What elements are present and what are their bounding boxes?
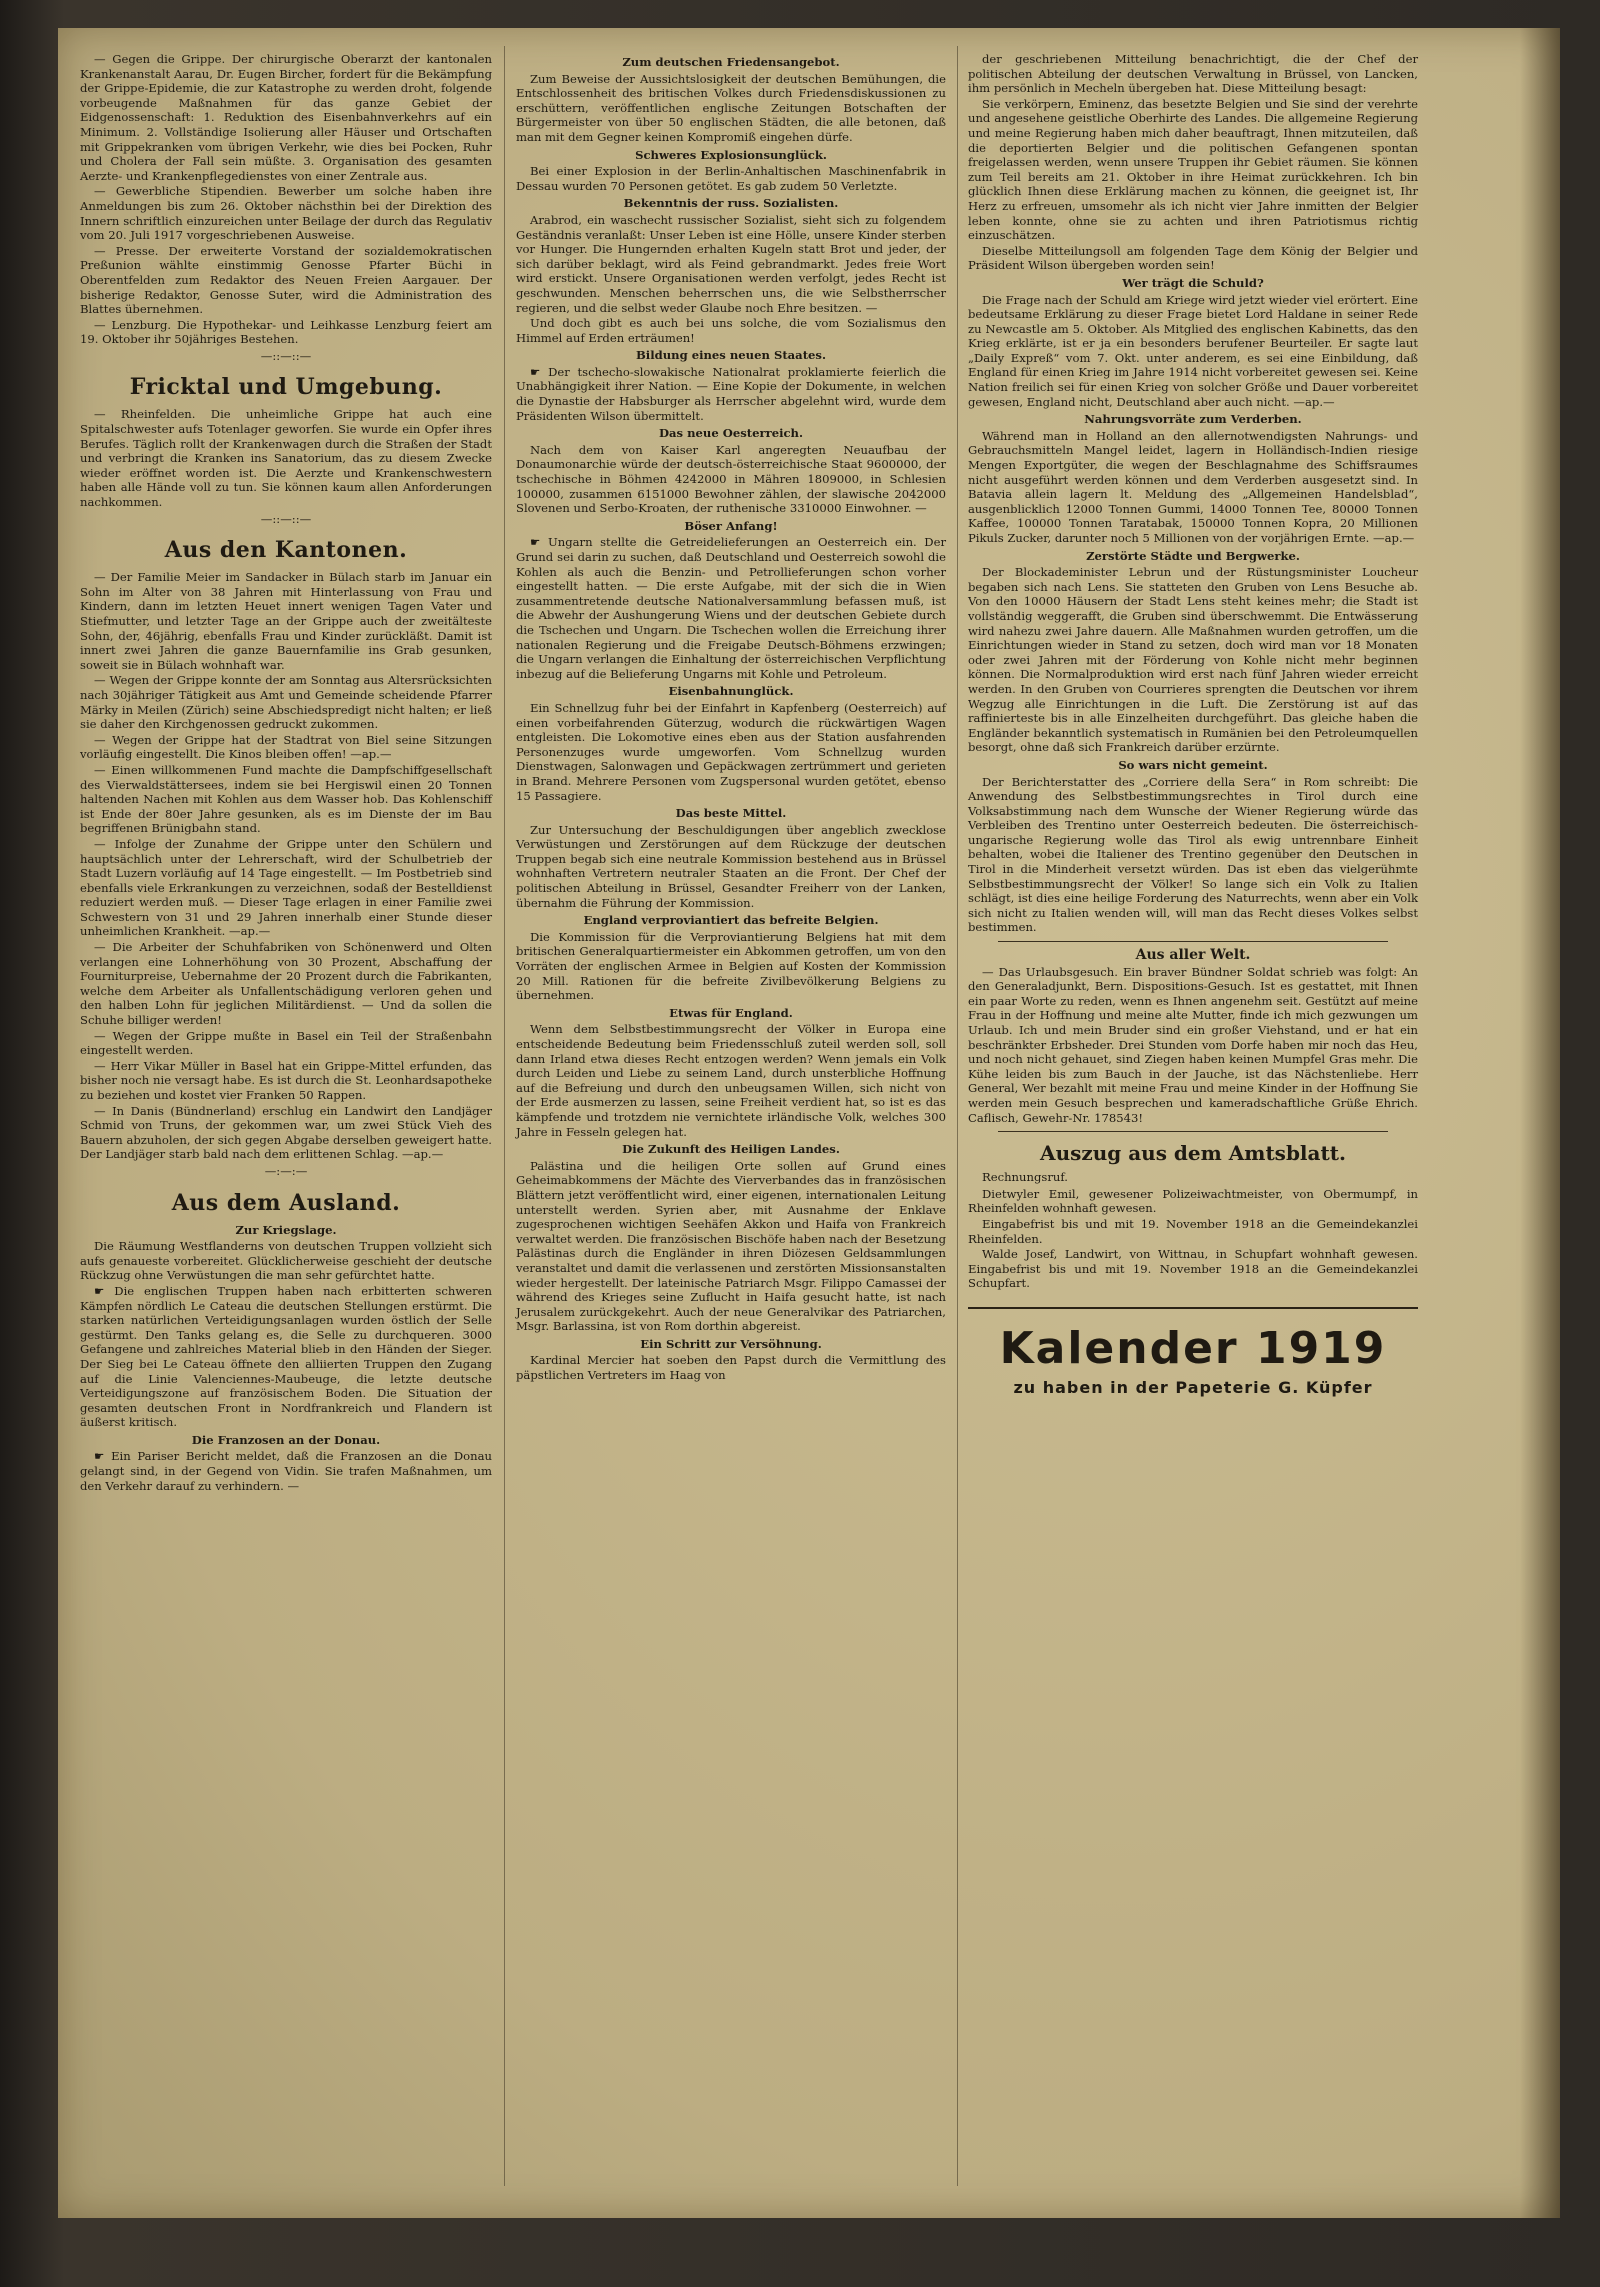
divider (998, 1131, 1388, 1132)
subheading-friedensangebot: Zum deutschen Friedensangebot. (622, 55, 840, 69)
column-right (968, 52, 1418, 2177)
article-eminenz: Sie verkörpern, Eminenz, das besetzte Belgien und Sie sind der verehrte und angesehene geistliche Oberhirte des Landes. Die allgemeine Regierung und meine Regierung haben mich daher beauftragt, Ihnen mitzuteilen, daß die deportierten Belgier und die politischen Gefangenen spontan freigelassen werden, wenn unsere Truppen ihr Gebiet räumen. Sie können zum Teil bereits am 21. Oktober in ihre Heimat zurückkehren. Ich bin glücklich Ihnen diese Erklärung machen zu können, die geeignet ist, Ihr Herz zu erfreuen, umsomehr als ich nicht vier Jahre inmitten der Belgier leben konnte, ohne sie zu achten und ihren Patriotismus richtig einzuschätzen. (968, 96, 1418, 243)
separator: —::—::— (260, 348, 312, 363)
article-england: Wenn dem Selbstbestimmungsrecht der Völker in Europa eine entscheidende Bedeutung beim Friedensschluß zuteil werden soll, soll dann Irland etwa dieses Recht entzogen werden? Wenn jemals ein Volk durch Leiden und Liebe zu seinem Land, durch unsterbliche Hoffnung auf die Befreiung und durch den unbeugsamen Willen, sich nicht von der Erde ausmerzen zu lassen, seine Freiheit verdient hat, so ist es das kämpfende und trotzdem nie vernichtete irländische Volk, welches 300 Jahre in Fesseln gelegen hat. (516, 1022, 946, 1139)
article-donau: ☛ Ein Pariser Bericht meldet, daß die Franzosen an die Donau gelangt sind, in der Gegend von Vidin. Sie trafen Maßnahmen, um den Verkehr darauf zu verhindern. — (80, 1449, 492, 1493)
notice-eingabefrist: Eingabefrist bis und mit 19. November 1918 an die Gemeindekanzlei Rheinfelden. (968, 1216, 1418, 1246)
separator: —:—:— (264, 1163, 308, 1178)
subheading-nicht-gemeint: So wars nicht gemeint. (1118, 757, 1268, 772)
article-belgien: Die Kommission für die Verproviantierung Belgiens hat mit dem britischen Generalquartiermeister ein Abkommen getroffen, um von den Vorräten der englischen Armee in Belgien auf Kosten der Kommission 20 Mill. Rationen für die befreite Zivilbevölkerung Belgiens zu übernehmen. (516, 929, 946, 1003)
subheading-heiliges-land: Die Zukunft des Heiligen Landes. (622, 1142, 840, 1157)
column-rule (504, 46, 505, 2186)
subheading-belgien: England verproviantiert das befreite Belgien. (583, 913, 879, 928)
article-presse: — Presse. Der erweiterte Vorstand der sozialdemokratischen Preßunion wählte einstimmig Genosse Pfarter Büchi in Oberentfelden zum Redaktor des Neuen Freien Aargauer. Der bisherige Redaktor, Genosse Suter, wird die Administration des Blattes übernehmen. (80, 243, 492, 317)
subheading-donau: Die Franzosen an der Donau. (191, 1432, 381, 1447)
advertisement-title: Kalender 1919 (999, 1322, 1387, 1374)
notice-dietwyler: Dietwyler Emil, gewesener Polizeiwachtmeister, von Obermumpf, in Rheinfelden wohnhaft gewesen. (968, 1186, 1418, 1216)
article-luzern: — Infolge der Zunahme der Grippe unter den Schülern und hauptsächlich unter der Lehrerschaft, wird der Schulbetrieb der Stadt Luzern vorläufig auf 14 Tage eingestellt. — Im Postbetrieb sind ebenfalls viele Erkrankungen zu verzeichnen, sodaß der Bestelldienst reduziert werden muß. — Dieser Tage erlagen in einer Familie zwei Schwestern von 31 und 29 Jahren innerhalb einer Stunde dieser unheimlichen Krankheit. —ap.— (80, 836, 492, 939)
article-eisenbahn: Ein Schnellzug fuhr bei der Einfahrt in Kapfenberg (Oesterreich) auf einen vorbeifahrenden Güterzug, wodurch die rückwärtigen Wagen entgleisten. Die Lokomotive eines eben aus der Station ausfahrenden Personenzuges wurde umgeworfen. Vom Schnellzug wurden Dienstwagen, Salonwagen und Gepäckwagen zertrümmert und gerieten in Brand. Mehrere Personen vom Zugspersonal wurden getötet, ebenso 15 Passagiere. (516, 700, 946, 803)
column-middle (516, 52, 946, 2177)
column-left (80, 52, 492, 2177)
article-danis: — In Danis (Bündnerland) erschlug ein Landwirt den Landjäger Schmid von Truns, der gekommen war, um zwei Stück Vieh des Bauern abzuholen, der sich gegen Abgabe derselben geweigert hatte. Der Landjäger starb bald nach dem erlittenen Schlag. —ap.— (80, 1103, 492, 1162)
article-nahrungsvorraete: Während man in Holland an den allernotwendigsten Nahrungs- und Gebrauchsmitteln Mangel leidet, lagern in Holländisch-Indien riesige Mengen Exportgüter, die wegen der Beschlagnahme des Schiffsraumes nicht ausgeführt werden können und dem Verderben ausgesetzt sind. In Batavia allein lagern lt. Meldung des „Allgemeinen Handelsblad“, ausgenblicklich 12000 Tonnen Gummi, 14000 Tonnen Tee, 80000 Tonnen Kaffee, 100000 Tonnen Taratabak, 150000 Tonnen Kopra, 20 Millionen Pikuls Zucker, darunter noch 5 Millionen von der vorjährigen Ernte. —ap.— (968, 428, 1418, 545)
advertisement-kalender (968, 1307, 1418, 1396)
article-mitteilung: der geschriebenen Mitteilung benachrichtigt, die der Chef der politischen Abteilung der deutschen Verwaltung in Brüssel, von Lancken, ihm persönlich in Mecheln übergeben hat. Diese Mitteilung besagt: (968, 52, 1418, 96)
article-sozialisten: Arabrod, ein waschecht russischer Sozialist, sieht sich zu folgendem Geständnis veranlaßt: Unser Leben ist eine Hölle, unsere Kinder sterben vor Hunger. Die Hungernden erhalten Kugeln statt Brot und jeder, der sich darüber beklagt, wird als Feind gebrandmarkt. Jedes freie Wort wird erstickt. Unsere Organisationen werden verfolgt, jedes Recht ist geschwunden. Menschen beherrschen uns, die wie Selbstherrscher regieren, und die selbst weder Glaube noch Ehre besitzen. — (516, 212, 946, 315)
article-heiliges-land: Palästina und die heiligen Orte sollen auf Grund eines Geheimabkommens der Mächte des Vierverbandes das in französischen Blättern jetzt veröffentlicht wird, einer eigenen, internationalen Leitung unterstellt werden. Syrien aber, mit Ausnahme der Enklave zugesprochenen wichtigen Seehäfen Akkon und Haifa von Frankreich verwaltet werden. Die französischen Bischöfe haben nach der Besetzung Palästinas durch die Engländer in ihren Diözesen Geldsammlungen veranstaltet und damit die verlassenen und zerstörten Missionsanstalten wieder hergestellt. Der lateinische Patriarch Msgr. Filippo Camassei der während des Krieges seine Zuflucht in Haifa gesucht hatte, ist nach Jerusalem zurückgekehrt. Auch der neue Generalvikar des Patriarchen, Msgr. Barlassina, ist von Rom dorthin abgereist. (516, 1158, 946, 1334)
article-schuhfabriken: — Die Arbeiter der Schuhfabriken von Schönenwerd und Olten verlangen eine Lohnerhöhung von 30 Prozent, Abschaffung der Fourniturpreise, Uebernahme der 20 Prozent durch die Fabrikanten, welche dem Arbeiter als Unfallentschädigung verloren gehen und den halben Lohn für jeglichen Militärdienst. — Und da sollen die Schuhe billiger werden! (80, 940, 492, 1028)
section-heading-amtsblatt: Auszug aus dem Amtsblatt. (1040, 1141, 1346, 1166)
article-boeser-anfang: ☛ Ungarn stellte die Getreidelieferungen an Oesterreich ein. Der Grund sei darin zu suchen, daß Deutschland und Oesterreich sowohl die Kohlen als auch die Benzin- und Petrollieferungen schon vorher eingestellt hatten. — Die erste Aufgabe, mit der sich die in Wien zusammentretende deutsche Nationalversammlung befassen muß, ist die Abwehr der Aushungerung Wiens und der deutschen Gebiete durch die Tschechen und Ungarn. Die Tschechen wollen die Erreichung ihrer nationalen Regierung und die Freigabe Deutsch-Böhmens erzwingen; die Ungarn verlangen die Einhaltung der österreichischen Verpflichtung inbezug auf die Belieferung Ungarns mit Kohle und Petroleum. (516, 535, 946, 681)
divider (998, 941, 1388, 942)
article-oesterreich: Nach dem von Kaiser Karl angeregten Neuaufbau der Donaumonarchie würde der deutsch-österreichische Staat 9600000, der tschechische in Böhmen 4242000 in Mähren 1809000, in Schlesien 100000, zusammen 6151000 Bewohner zählen, der slawische 2042000 Slovenen und Serbo-Kroaten, der ruthenische 3310000 Einwohner. — (516, 442, 946, 516)
subheading-england: Etwas für England. (669, 1005, 793, 1020)
page-edge-shadow (1520, 28, 1560, 2218)
article-basel: — Wegen der Grippe mußte in Basel ein Teil der Straßenbahn eingestellt werden. (80, 1028, 492, 1058)
article-versoehnung: Kardinal Mercier hat soeben den Papst durch die Vermittlung des päpstlichen Vertreters im Haag von (516, 1353, 946, 1383)
subheading-bergwerke: Zerstörte Städte und Bergwerke. (1086, 548, 1300, 563)
article-stipendien: — Gewerbliche Stipendien. Bewerber um solche haben ihre Anmeldungen bis zum 26. Oktober nächsthin bei der Direktion des Innern schriftlich einzureichen unter Beilage der durch das Regulativ vom 20. Juli 1917 vorgeschriebenen Ausweise. (80, 184, 492, 243)
article-urlaubsgesuch: — Das Urlaubsgesuch. Ein braver Bündner Soldat schrieb was folgt: An den Generaladjunkt, Bern. Dispositions-Gesuch. Ist es gestattet, mit Ihnen ein paar Worte zu reden, wenn es Ihnen angenehm seit. Gestützt auf meine Frau in der Hoffnung und meine alte Mutter, finde ich mich gezwungen um Urlaub. Ich und mein Bruder sind ein großer Viehstand, und er hat ein beschränkter Erbsheder. Drei Stunden vom Dorfe haben mir noch das Heu, und noch nicht gehauet, sind Ziegen haben keinen Mumpfel Gras mehr. Die Kühe leiden bis zum Bauch in der Jauche, ist das Nächstenliebe. Herr General, Wer bezahlt mit meine Frau und meine Kinder in der Hoffnung Sie werden mein Gesuch besprechen und kameradschaftliche Grüße Ehrich. Caflisch, Gewehr-Nr. 178543! (968, 964, 1418, 1125)
subheading-nahrungsvorraete: Nahrungsvorräte zum Verderben. (1084, 412, 1302, 427)
subheading-rechnungsruf: Rechnungsruf. (982, 1170, 1068, 1185)
article-explosion: Bei einer Explosion in der Berlin-Anhaltischen Maschinenfabrik in Dessau wurden 70 Personen getötet. Es gab zudem 50 Verletzte. (516, 164, 946, 193)
article-vikar: — Herr Vikar Müller in Basel hat ein Grippe-Mittel erfunden, das bisher noch nie versagt habe. Es ist durch die St. Leonhardsapotheke zu beziehen und kostet vier Franken 50 Rappen. (80, 1058, 492, 1102)
article-sozialisten-2: Und doch gibt es auch bei uns solche, die vom Sozialismus den Himmel auf Erden erträumen! (516, 316, 946, 345)
article-mittel: Zur Untersuchung der Beschuldigungen über angeblich zwecklose Verwüstungen und Zerstörungen auf dem Rückzuge der deutschen Truppen begab sich eine neutrale Kommission bestehend aus in Brüssel wohnhaften Vertretern neutraler Staaten an die Front. Der Chef der politischen Abteilung in Brüssel, Gesandter Freiherr von der Lanken, übernahm die Führung der Kommission. (516, 822, 946, 910)
newspaper-page (58, 28, 1560, 2218)
article-mitteilung-2: Dieselbe Mitteilungsoll am folgenden Tage dem König der Belgier und Präsident Wilson übergeben worden sein! (968, 243, 1418, 273)
article-fund: — Einen willkommenen Fund machte die Dampfschiffgesellschaft des Vierwaldstättersees, indem sie bei Hergiswil einen 20 Tonnen haltenden Nachen mit Kohlen aus dem Wasser hob. Das Kohlenschiff ist Ende der 80er Jahre gesunken, als es im Dienste der im Bau begriffenen Brünigbahn stand. (80, 762, 492, 836)
article-friedensangebot: Zum Beweise der Aussichtslosigkeit der deutschen Bemühungen, die Entschlossenheit des britischen Volkes durch Friedensdiskussionen zu erschüttern, veröffentlichen englische Zeitungen Botschaften der Bürgermeister von über 50 englischen Städten, die alle betonen, daß man mit dem Gegner keinen Kompromiß eingehen dürfe. (516, 71, 946, 144)
article-neuer-staat: ☛ Der tschecho-slowakische Nationalrat proklamierte feierlich die Unabhängigkeit ihrer Nation. — Eine Kopie der Dokumente, in welchen die Dynastie der Habsburger als Herrscher abgelehnt wird, wurde dem Präsidenten Wilson übermittelt. (516, 364, 946, 423)
article-rheinfelden: — Rheinfelden. Die unheimliche Grippe hat auch eine Spitalschwester aufs Totenlager geworfen. Sie wurde ein Opfer ihres Berufes. Täglich rollt der Krankenwagen durch die Straßen der Stadt und verbringt die Kranken ins Sanatorium, das zu diesem Zwecke wieder eröffnet worden ist. Die Aerzte und Krankenschwestern haben alle Hände voll zu tun. Sie können kaum allen Anforderungen nachkommen. (80, 407, 492, 510)
article-meilen: — Wegen der Grippe konnte der am Sonntag aus Altersrücksichten nach 30jähriger Tätigkeit aus Amt und Gemeinde scheidende Pfarrer Märky in Meilen (Zürich) seine Abschiedspredigt nicht halten; er ließ sie daher den Kirchgenossen gedruckt zukommen. (80, 673, 492, 732)
article-schuld: Die Frage nach der Schuld am Kriege wird jetzt wieder viel erörtert. Eine bedeutsame Erklärung zu dieser Frage bietet Lord Haldane in seiner Rede zu Newcastle am 5. Oktober. Als Mitglied des englischen Kabinetts, das den Krieg erklärte, ist er ja ein besonders berufener Beurteiler. Er sagte laut „Daily Expreß“ vom 7. Okt. unter anderem, es sei eine Einbildung, daß England für einen Krieg im Jahre 1914 nicht vorbereitet gewesen sei. Keine Nation freilich sei für einen Krieg von solcher Größe und Dauer vorbereitet gewesen, England nicht, Deutschland aber auch nicht. —ap.— (968, 292, 1418, 409)
subheading-mittel: Das beste Mittel. (675, 806, 787, 821)
separator: —::—::— (260, 511, 312, 526)
subheading-kriegslage: Zur Kriegslage. (235, 1222, 337, 1237)
subheading-sozialisten: Bekenntnis der russ. Sozialisten. (623, 196, 839, 211)
advertisement-text: zu haben in der Papeterie G. Küpfer (1013, 1377, 1373, 1397)
notice-walde: Walde Josef, Landwirt, von Wittnau, in Schupfart wohnhaft gewesen. Eingabefrist bis und mit 19. November 1918 an die Gemeindekanzlei Schupfart. (968, 1247, 1418, 1291)
column-rule (957, 46, 958, 2186)
subheading-neuer-staat: Bildung eines neuen Staates. (636, 348, 826, 363)
article-nicht-gemeint: Der Berichterstatter des „Corriere della Sera“ in Rom schreibt: Die Anwendung des Selbstbestimmungsrechtes in Tirol durch eine Volksabstimmung nach dem Wunsche der Wiener Regierung würde das Verbleiben des Trentino unter Oesterreich bedeuten. Die österreichisch-ungarische Regierung wolle das Tirol als ewig untrennbare Einheit behalten, wobei die Italiener des Trentino gegenüber den Deutschen in Tirol in die Minderheit versetzt würden. Das ist eben das vielgerühmte Selbstbestimmungsrecht der Völker! So lange sich ein Volk zu Italien schlägt, ist dies eine heilige Forderung des Naturrechts, wenn aber ein Volk sich nicht zu Italien wenden will, will man das Recht dieses Volkes selbst bestimmen. (968, 774, 1418, 935)
subheading-boeser-anfang: Böser Anfang! (684, 518, 778, 533)
subheading-versoehnung: Ein Schritt zur Versöhnung. (640, 1336, 822, 1351)
section-heading-ausland: Aus dem Ausland. (171, 1189, 401, 1216)
subheading-explosion: Schweres Explosionsunglück. (635, 147, 827, 162)
article-grippe: — Gegen die Grippe. Der chirurgische Oberarzt der kantonalen Krankenanstalt Aarau, Dr. Eugen Bircher, fordert für die Bekämpfung der Grippe-Epidemie, die zur Katastrophe zu werden droht, folgende vorbeugende Maßnahmen für das ganze Gebiet der Eidgenossenschaft: 1. Reduktion des Eisenbahnverkehrs auf ein Minimum. 2. Vollständige Isolierung aller Häuser und Ortschaften mit Grippekranken vom übrigen Verkehr, wie dies bei Pocken, Ruhr und Cholera der Fall sein müßte. 3. Organisation des gesamten Aerzte- und Krankenpflegedienstes von einer Zentrale aus. (80, 52, 492, 183)
article-biel: — Wegen der Grippe hat der Stadtrat von Biel seine Sitzungen vorläufig eingestellt. Die Kinos bleiben offen! —ap.— (80, 732, 492, 762)
section-heading-kantonen: Aus den Kantonen. (164, 537, 408, 564)
subheading-oesterreich: Das neue Oesterreich. (658, 426, 804, 441)
subheading-schuld: Wer trägt die Schuld? (1122, 275, 1264, 290)
article-lenzburg: — Lenzburg. Die Hypothekar- und Leihkasse Lenzburg feiert am 19. Oktober ihr 50jähriges Bestehen. (80, 317, 492, 347)
section-heading-aller-welt: Aus aller Welt. (1135, 947, 1251, 964)
subheading-eisenbahn: Eisenbahnunglück. (668, 684, 794, 699)
article-bergwerke: Der Blockademinister Lebrun und der Rüstungsminister Loucheur begaben sich nach Lens. Sie statteten den Gruben von Lens Besuche ab. Von den 10000 Häusern der Stadt Lens steht keines mehr; die Stadt ist vollständig weggerafft, die Gruben sind überschwemmt. Die Entwässerung wird nahezu zwei Jahre dauern. Alle Maßnahmen wurden getroffen, um die Einrichtungen wieder in Stand zu setzen, doch wird man vor 18 Monaten oder zwei Jahren mit der Förderung von Kohle nicht mehr beginnen können. Die Normalproduktion wird erst nach fünf Jahren wieder erreicht werden. In den Gruben von Courrieres sprengten die Deutschen vor ihrem Wegzug alle Einrichtungen in die Luft. Die Zerstörung ist auf das raffinierteste bis in alle Einzelheiten durchgeführt. Das gleiche haben die Engländer bekanntlich systematisch in Rumänien bei den Petroleumquellen besorgt, ohne daß sich Frankreich darüber erzürnte. (968, 565, 1418, 755)
section-heading-fricktal: Fricktal und Umgebung. (129, 374, 443, 401)
article-westflandern: Die Räumung Westflanderns von deutschen Truppen vollzieht sich aufs genaueste vorbereitet. Glücklicherweise geschieht der deutsche Rückzug ohne Verwüstungen die man sehr gefürchtet hatte. (80, 1239, 492, 1283)
article-le-cateau: ☛ Die englischen Truppen haben nach erbitterten schweren Kämpfen nördlich Le Cateau die deutschen Stellungen erstürmt. Die starken natürlichen Verteidigungsanlagen wurden östlich der Selle gestürmt. Den Tanks gelang es, die Selle zu durchqueren. 3000 Gefangene und zahlreiches Material blieb in den Händen der Sieger. Der Sieg bei Le Cateau öffnete den alliierten Truppen den Zugang auf die Linie Valenciennes-Maubeuge, die letzte deutsche Verteidigungszone auf französischem Boden. Die Situation der gesamten deutschen Front in Nordfrankreich und Flandern ist äußerst kritisch. (80, 1283, 492, 1430)
article-meier: — Der Familie Meier im Sandacker in Bülach starb im Januar ein Sohn im Alter von 38 Jahren mit Hinterlassung von Frau und Kindern, dann im letzten Heuet innert wenigen Tagen Vater und Stiefmutter, und letzter Tage an der Grippe auch der zweitälteste Sohn, der, 46jährig, ebenfalls Frau und Kinder zurückläßt. Damit ist innert zwei Jahren die ganze Bauernfamilie ins Grab gesunken, soweit sie in Bülach wohnhaft war. (80, 570, 492, 672)
